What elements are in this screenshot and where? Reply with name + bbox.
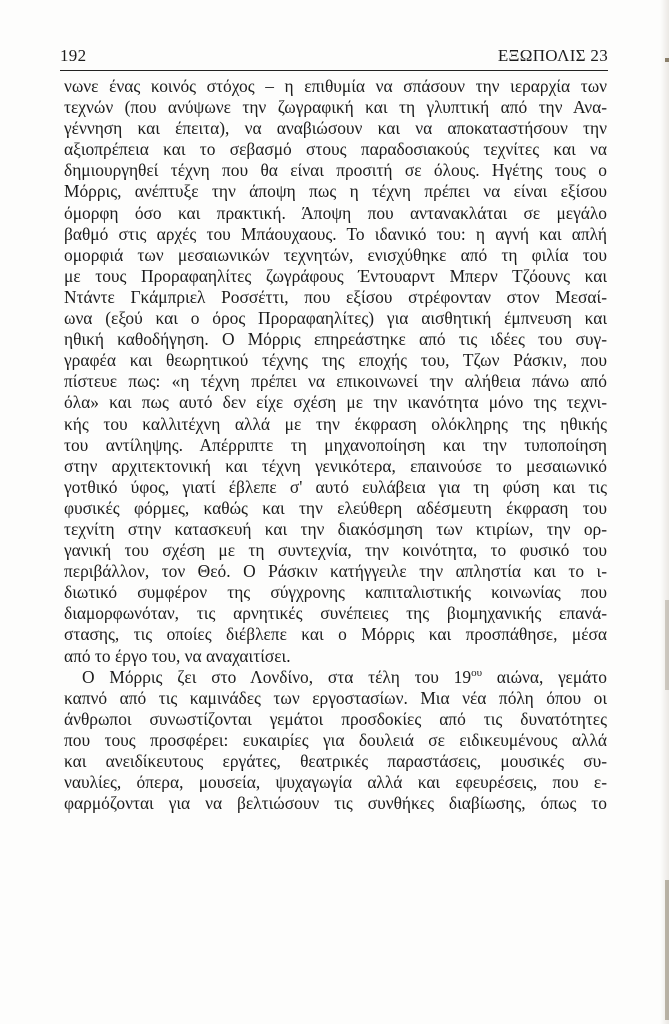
text-line: ωνα (εξού και ο όρος Προραφαηλίτες) για αισθητική έμπνευση και	[64, 308, 607, 329]
text-line	[64, 667, 607, 688]
text-line: περιβάλλον, τον Θεό. Ο Ράσκιν κατήγγειλε την απληστία και το ι-	[64, 561, 607, 582]
running-title: ΕΞΩΠΟΛΙΣ 23	[497, 46, 608, 65]
text-span: Ο Μόρρις ζει στο Λονδίνο, στα τέλη του 19	[82, 666, 472, 687]
text-line: γραφέα και θεωρητικού τέχνης της εποχής του, Τζων Ράσκιν, που	[64, 350, 607, 371]
text-line: του αντίληψης. Απέρριπτε τη μηχανοποίηση και την τυποποίηση	[64, 434, 607, 455]
text-line: τεχνίτη στην κατασκευή και την διακόσμηση των κτιρίων, την ορ-	[64, 518, 607, 539]
header-rule	[60, 70, 608, 71]
text-line: γέννηση και έπειτα), να αναβιώσουν και να αποκαταστήσουν την	[64, 118, 607, 139]
page-edge-mark	[665, 880, 669, 1020]
text-line: κής του καλλιτέχνη αλλά με την έκφραση ολόκληρης της ηθικής	[64, 413, 607, 434]
text-line: φυσικές φόρμες, καθώς και την ελεύθερη αδέσμευτη έκφραση του	[64, 497, 607, 518]
text-line: και ανειδίκευτους εργάτες, θεατρικές παραστάσεις, μουσικές συ-	[64, 751, 607, 771]
text-line: Μόρρις, ανέπτυξε την άποψη πως η τέχνη πρέπει να είναι εξίσου	[64, 181, 607, 202]
text-line: διαμορφωνόταν, τις αρνητικές συνέπειες της βιομηχανικής επανά-	[64, 603, 607, 624]
text-line: ηθική καθοδήγηση. Ο Μόρρις επηρεάστηκε από τις ιδέες του συγ-	[64, 329, 607, 350]
text-line: στην αρχιτεκτονική και τέχνη γενικότερα, επαινούσε το μεσαιωνικό	[64, 455, 607, 476]
text-line: Ντάντε Γκάμπριελ Ροσσέττι, που εξίσου στρέφονταν στον Μεσαί-	[64, 286, 607, 307]
text-line: νωνε ένας κοινός στόχος – η επιθυμία να σπάσουν την ιεραρχία των	[64, 76, 607, 96]
text-line: γανική του σχέση με τη συντεχνία, την κοινότητα, το φυσικό του	[64, 540, 607, 561]
text-line: βαθμό στις αρχές του Μπάουχαους. Το ιδανικό του: η αγνή και απλή	[64, 223, 607, 244]
text-line: στασης, τις οποίες διέβλεπε και ο Μόρρις και προσπάθησε, μέσα	[64, 624, 607, 645]
text-line: τεχνών (που ανύψωνε την ζωγραφική και τη γλυπτική από την Ανα-	[64, 97, 607, 118]
page-edge-shadow	[660, 0, 669, 1024]
text-line: πίστευε πως: «η τέχνη πρέπει να επικοινωνεί την αλήθεια πάνω από	[64, 371, 607, 392]
page-edge-mark	[665, 600, 669, 690]
text-line: δημιουργηθεί τέχνη που θα είναι προσιτή σε όλους. Ηγέτης τους ο	[64, 160, 607, 181]
text-line: όμορφη όσο και πρακτική. Άποψη που αντανακλάται σε μεγάλο	[64, 202, 607, 223]
page-edge-mark	[665, 58, 669, 62]
text-line: από το έργο του, να αναχαιτίσει.	[64, 645, 291, 666]
text-line: γοτθικό ύφος, γιατί έβλεπε σ' αυτό ευλάβεια για τη φύση και τις	[64, 476, 607, 497]
page-header	[60, 46, 608, 68]
text-line: καπνό από τις καμινάδες των εργοστασίων. Μια νέα πόλη όπου οι	[64, 687, 607, 708]
text-line: αξιοπρέπεια και το σεβασμό στους παραδοσιακούς τεχνίτες και να	[64, 139, 607, 160]
text-line: με τους Προραφαηλίτες ζωγράφους Έντουαρντ Μπερν Τζόουνς και	[64, 265, 607, 286]
body-text	[64, 76, 607, 814]
text-line: διωτικό συμφέρον της σύγχρονης καπιταλιστικής κοινωνίας που	[64, 582, 607, 603]
text-span: αιώνα, γεμάτο	[482, 666, 607, 687]
text-line: που τους προσφέρει: ευκαιρίες για δουλειά σε ειδικευμένους αλλά	[64, 729, 607, 750]
text-line: άνθρωποι συνωστίζονται γεμάτοι προσδοκίες από τις δυνατότητες	[64, 708, 607, 729]
text-line: ναυλίες, όπερα, μουσεία, ψυχαγωγία αλλά και εφευρέσεις, που ε-	[64, 772, 607, 793]
page-number: 192	[60, 46, 87, 65]
paragraph-1	[64, 76, 607, 667]
paragraph-2	[64, 667, 607, 815]
text-line: φαρμόζονται για να βελτιώσουν τις συνθήκες διαβίωσης, όπως το	[64, 793, 607, 814]
text-line: όλα» και πως αυτό δεν είχε σχέση με την ικανότητα μόνο της τεχνι-	[64, 392, 607, 413]
superscript: ου	[471, 666, 483, 679]
text-line: ομορφιά των μεσαιωνικών τεχνητών, ενισχύθηκε από τη φιλία του	[64, 244, 607, 265]
